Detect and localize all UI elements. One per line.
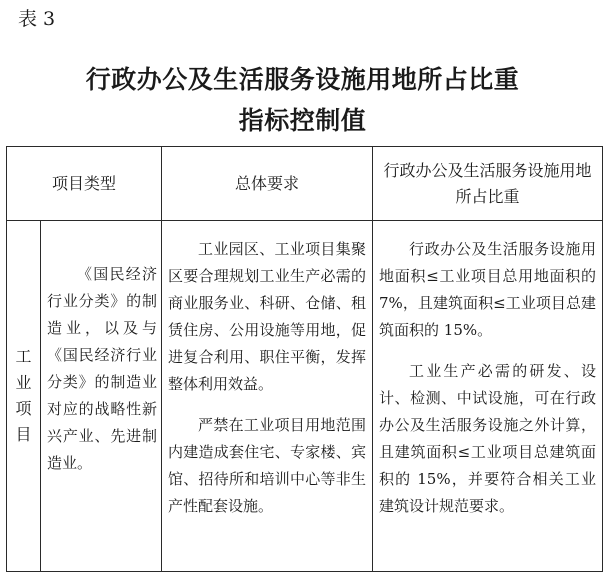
table-row [7, 221, 603, 572]
requirement-paragraph: 工业园区、工业项目集聚区要合理规划工业生产必需的商业服务业、科研、仓储、租赁住房、公用设施等用地，促进复合利用、职住平衡，发挥整体利用效益。 [168, 240, 367, 393]
header-project-type: 项目类型 [7, 147, 162, 221]
category-char: 项 [15, 399, 32, 418]
ratio-paragraph: 行政办公及生活服务设施用地面积≤工业项目总用地面积的 7%，且建筑面积≤工业项目总建筑面积的 15%。 [379, 240, 597, 339]
definition-cell [41, 221, 162, 572]
header-ratio: 行政办公及生活服务设施用地所占比重 [373, 147, 603, 221]
table-title-line-1: 行政办公及生活服务设施用地所占比重 [85, 65, 520, 94]
table-title-line-2: 指标控制值 [238, 106, 367, 135]
ratio-paragraph: 工业生产必需的研发、设计、检测、中试设施，可在行政办公及生活服务设施之外计算，且建筑面积≤工业项目总建筑面积的 15%，并要符合相关工业建筑设计规范要求。 [379, 362, 597, 515]
category-char: 目 [15, 425, 32, 444]
category-char: 工 [15, 347, 32, 366]
ratio-control-table [6, 146, 603, 572]
category-char: 业 [15, 373, 32, 392]
requirement-paragraph: 严禁在工业项目用地范围内建造成套住宅、专家楼、宾馆、招待所和培训中心等非生产性配套设施。 [168, 416, 367, 515]
requirements-cell [162, 221, 373, 572]
table-label: 表 3 [18, 8, 56, 30]
header-general-requirements: 总体要求 [162, 147, 373, 221]
definition-text: 《国民经济行业分类》的制造业，以及与《国民经济行业分类》的制造业对应的战略性新兴产业、先进制造业。 [47, 265, 158, 472]
header-row [7, 147, 603, 221]
ratio-cell [373, 221, 603, 572]
category-cell [7, 221, 41, 572]
